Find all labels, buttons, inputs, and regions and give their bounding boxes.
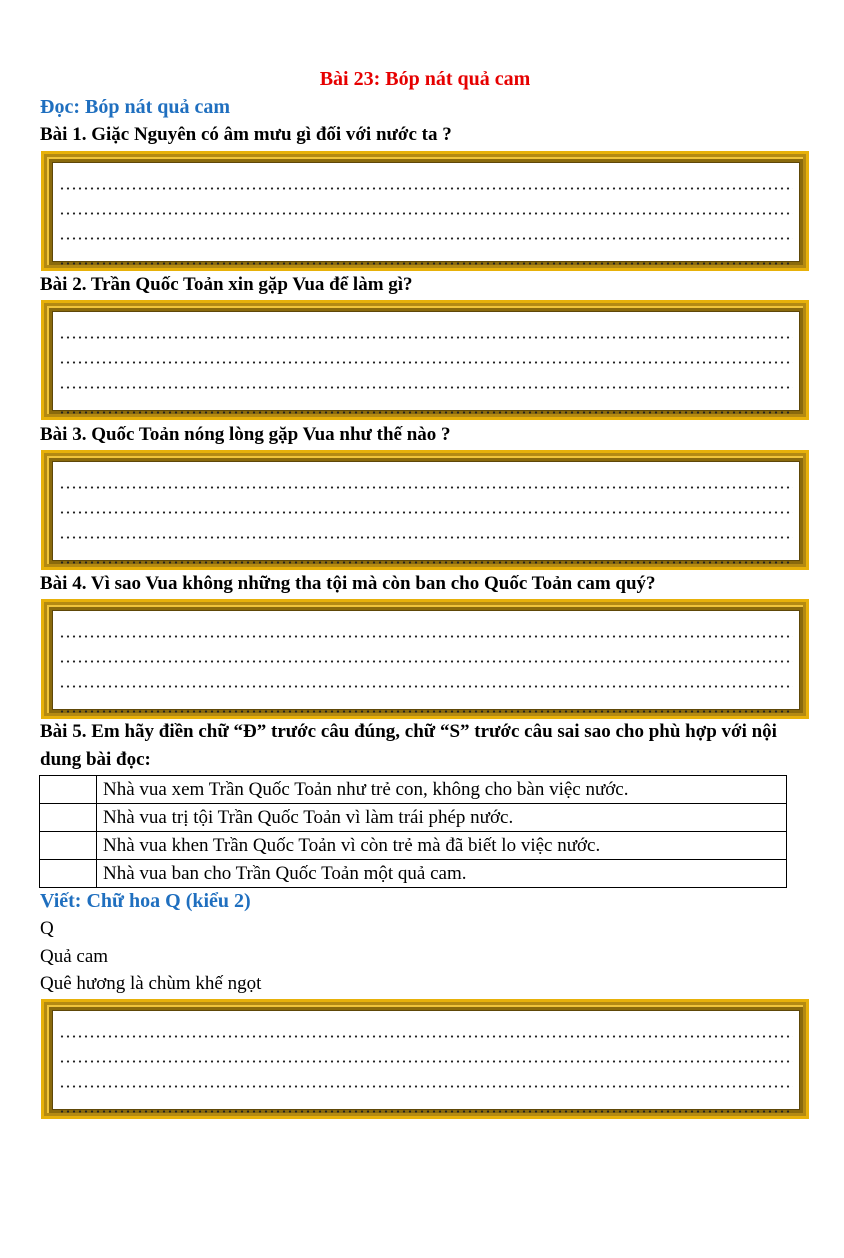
answer-box-frame: [47, 306, 803, 414]
statement-cell: Nhà vua trị tội Trần Quốc Toản vì làm trái phép nước.: [97, 804, 787, 832]
question-3: Bài 3. Quốc Toản nóng lòng gặp Vua như thế nào ?: [40, 424, 451, 445]
dotted-line: [59, 245, 793, 265]
answer-box-frame: [47, 605, 803, 713]
dotted-line: [59, 494, 793, 514]
dotted-line: [59, 1068, 793, 1088]
dotted-line: [59, 344, 793, 364]
answer-box-5[interactable]: [41, 999, 809, 1119]
answer-cell[interactable]: [40, 860, 97, 888]
dotted-line: [59, 369, 793, 389]
answer-cell[interactable]: [40, 776, 97, 804]
answer-box-frame: [47, 1005, 803, 1113]
answer-cell[interactable]: [40, 804, 97, 832]
answer-area[interactable]: [52, 162, 800, 262]
dotted-line: [59, 668, 793, 688]
dotted-line: [59, 1018, 793, 1038]
answer-box-frame: [47, 456, 803, 564]
writing-line-1: Q: [40, 918, 54, 939]
table-row: [40, 804, 787, 832]
dotted-line: [59, 1093, 793, 1113]
table-row: [40, 832, 787, 860]
statement-cell: Nhà vua xem Trần Quốc Toản như trẻ con, không cho bàn việc nước.: [97, 776, 787, 804]
statement-cell: Nhà vua ban cho Trần Quốc Toản một quả cam.: [97, 860, 787, 888]
answer-box-frame: [47, 157, 803, 265]
writing-line-2: Quả cam: [40, 946, 109, 967]
dotted-line: [59, 195, 793, 215]
question-2: Bài 2. Trần Quốc Toản xin gặp Vua để làm gì?: [40, 274, 413, 295]
answer-box-4[interactable]: [41, 599, 809, 719]
page-title: Bài 23: Bóp nát quả cam: [319, 68, 531, 90]
dotted-line: [59, 544, 793, 564]
answer-box-1[interactable]: [41, 151, 809, 271]
table-row: [40, 776, 787, 804]
table-row: [40, 860, 787, 888]
answer-area[interactable]: [52, 1010, 800, 1110]
question-5: Bài 5. Em hãy điền chữ “Đ” trước câu đúng, chữ “S” trước câu sai sao cho phù hợp với nội dung bài đọc:: [40, 721, 777, 770]
dotted-line: [59, 394, 793, 414]
dotted-line: [59, 319, 793, 339]
answer-area[interactable]: [52, 311, 800, 411]
dotted-line: [59, 220, 793, 240]
answer-box-3[interactable]: [41, 450, 809, 570]
dotted-line: [59, 693, 793, 713]
true-false-table: [39, 775, 787, 888]
reading-heading: Đọc: Bóp nát quả cam: [40, 96, 231, 118]
dotted-line: [59, 170, 793, 190]
writing-line-3: Quê hương là chùm khế ngọt: [40, 973, 262, 994]
dotted-line: [59, 643, 793, 663]
answer-box-2[interactable]: [41, 300, 809, 420]
dotted-line: [59, 1043, 793, 1063]
question-1: Bài 1. Giặc Nguyên có âm mưu gì đối với nước ta ?: [40, 124, 452, 145]
dotted-line: [59, 519, 793, 539]
dotted-line: [59, 469, 793, 489]
answer-area[interactable]: [52, 461, 800, 561]
answer-cell[interactable]: [40, 832, 97, 860]
writing-heading: Viết: Chữ hoa Q (kiểu 2): [40, 890, 251, 912]
statement-cell: Nhà vua khen Trần Quốc Toản vì còn trẻ mà đã biết lo việc nước.: [97, 832, 787, 860]
dotted-line: [59, 618, 793, 638]
answer-area[interactable]: [52, 610, 800, 710]
question-4: Bài 4. Vì sao Vua không những tha tội mà còn ban cho Quốc Toản cam quý?: [40, 573, 656, 594]
